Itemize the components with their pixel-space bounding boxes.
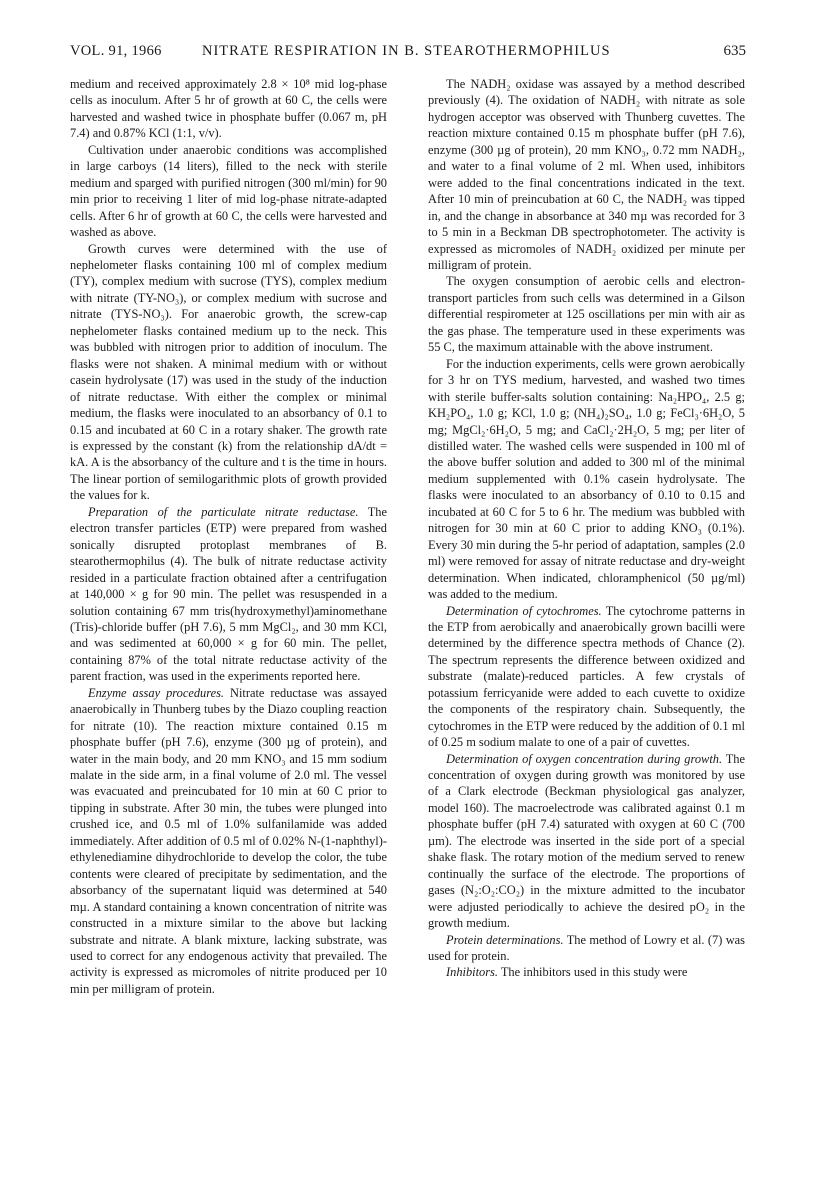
section-paragraph — [428, 751, 745, 932]
paragraph-text: Nitrate reductase was assayed anaerobically in Thunberg tubes by the Diazo coupling reaction for nitrate (10). The reaction mixture contained 0.15 m phosphate buffer (pH 7.6), enzyme (300 µg of protein), and water in the main body, and 20 mm KNO₃ and 15 mm sodium malate in the side arm, in a final volume of 2.0 ml. The vessel was evacuated and preincubated for 10 min at 60 C prior to tipping in substrate. After 30 min, the tubes were plunged into crushed ice, and 0.5 ml of 1.0% sulfanilamide was added immediately. After addition of 0.5 ml of 0.02% N-(1-naphthyl)-ethylenediamine dihydrochloride to develop the color, the tube contents were cleared of precipitate by sedimentation, and the absorbancy of the supernatant liquid was determined at 540 mµ. A standard containing a known concentration of nitrite was constructed in a mixture similar to the above but lacking substrate and nitrate. A blank mixture, lacking substrate, was used to correct for any endogenous activity that prevailed. The activity is expressed as micromoles of nitrite produced per 10 min per milligram of protein. — [70, 685, 388, 996]
section-heading: Preparation of the particulate nitrate reductase. — [88, 504, 359, 519]
paragraph-text: The inhibitors used in this study were — [500, 965, 688, 980]
section-heading: Determination of cytochromes. — [446, 603, 602, 618]
paragraph-text: The electron transfer particles (ETP) were prepared from washed sonically disrupted protoplast membranes of B. stearothermophilus (4). The bulk of nitrate reductase activity resided in a particulate fraction obtained after a centrifugation at 140,000 × g for 90 min. The pellet was resuspended in a solution containing 67 mm tris(hydroxymethyl)aminomethane (Tris)-chloride buffer (pH 7.6), 5 mm MgCl₂, and 30 mm KCl, and was sedimented at 60,000 × g for 60 min. The pellet, containing 87% of the total nitrate reductase activity of the parent fraction, was used in the experiments reported here. — [70, 504, 387, 684]
paragraph: Cultivation under anaerobic conditions was accomplished in large carboys (14 liters), filled to the neck with sterile medium and sparged with purified nitrogen (300 ml/min) for 90 min prior to receiving 1 liter of mid log-phase nitrate-adapted cells. After 6 hr of growth at 60 C, the cells were harvested and washed as above. — [70, 142, 387, 240]
paragraph-text: The concentration of oxygen during growth was monitored by use of a Clark electrode (Beckman physiological gas analyzer, model 160). The macroelectrode was calibrated against 0.1 m phosphate buffer (pH 7.4) saturated with oxygen at 60 C (700 µm). The electrode was inserted in the side port of a special shake flask. The rotary motion of the medium served to renew continually the surface of the electrode. The proportions of gases (N₂:O₂:CO₂) in the mixture admitted to the incubator were adjusted periodically to achieve the desired pO₂ in the growth medium. — [428, 751, 745, 931]
left-column — [70, 76, 387, 997]
paragraph: The oxygen consumption of aerobic cells and electron-transport particles from such cells was determined in a Gilson differential respirometer at 125 oscillations per min with air as the gas phase. The temperature used in these experiments was 55 C, the maximum attainable with the above instrument. — [428, 274, 745, 355]
paragraph: Growth curves were determined with the use of nephelometer flasks containing 100 ml of complex medium (TY), complex medium with sucrose (TYS), complex medium with nitrate (TY-NO₃), or complex medium with sucrose and nitrate (TYS-NO₃). For anaerobic growth, the screw-cap nephelometer flasks contained medium up to the neck. This was bubbled with nitrogen prior to addition of inoculum. The flasks were not shaken. A minimal medium with or without casein hydrolysate (17) was used in the study of the induction of nitrate reductase. With either the complex or minimal medium, the flasks were inoculated to an absorbancy of 0.1 to 0.15 and incubated at 60 C in a rotary shaker. The growth rate is expressed by the constant (k) from the relationship dA/dt = kA. A is the absorbancy of the culture and t is the time in hours. The linear portion of semilogarithmic plots of growth provided the values for k. — [70, 241, 387, 503]
section-heading: Determination of oxygen concentration during growth. — [446, 751, 723, 766]
running-title: NITRATE RESPIRATION IN B. STEAROTHERMOPHILUS — [202, 43, 611, 59]
paragraph-text: The method of Lowry et al. (7) was used for protein. — [428, 932, 746, 964]
running-header — [70, 43, 746, 65]
paragraph: The NADH₂ oxidase was assayed by a method described previously (4). The oxidation of NADH₂ with nitrate as sole hydrogen acceptor was observed with Thunberg cuvettes. The reaction mixture contained 0.15 m phosphate buffer (pH 7.6), enzyme (300 µg of protein), 20 mm KNO₃, 0.72 mm NADH₂, and water to a final volume of 2 ml. When used, inhibitors were added to the final concentrations indicated in the text. After 10 min of preincubation at 60 C, the NADH₂ was tipped in, and the change in absorbance at 340 mµ was recorded for 3 to 5 min in a Beckman DB spectrophotometer. The activity is expressed as micromoles of NADH₂ oxidized per minute per milligram of protein. — [428, 77, 745, 272]
section-heading: Protein determinations. — [446, 932, 564, 947]
section-paragraph — [428, 932, 745, 965]
paragraph-text: The cytochrome patterns in the ETP from aerobically and anaerobically grown bacilli were determined by the difference spectra methods of Chance (2). The spectrum represents the difference between oxidized and substrate (malate)-reduced particles. A few crystals of potassium ferricyanide were added to each cuvette to oxidize the components of the respiratory chain. Subsequently, the cytochromes in the ETP were reduced by the addition of 0.1 ml of 0.25 m sodium malate to one of a pair of cuvettes. — [428, 603, 746, 750]
section-paragraph — [428, 964, 745, 980]
section-paragraph — [70, 685, 387, 998]
journal-volume: VOL. 91, 1966 — [70, 43, 162, 59]
paragraph: medium and received approximately 2.8 × 10⁸ mid log-phase cells as inoculum. After 5 hr of growth at 60 C, the cells were harvested and washed twice in phosphate buffer (0.067 m, pH 7.4) and 0.87% KCl (1:1, v/v). — [70, 77, 387, 141]
section-heading: Inhibitors. — [446, 965, 498, 980]
section-paragraph — [428, 603, 745, 751]
page-number: 635 — [723, 43, 746, 59]
paragraph: For the induction experiments, cells were grown aerobically for 3 hr on TYS medium, harvested, and washed two times with sterile buffer-salts solution containing: Na₂HPO₄, 2.5 g; KH₂PO₄, 1.0 g; KCl, 1.0 g; (NH₄)₂SO₄, 1.0 g; FeCl₃·6H₂O, 5 mg; MgCl₂·6H₂O, 5 mg; and CaCl₂·2H₂O, 5 mg; per liter of distilled water. The washed cells were suspended in 100 ml of the above buffer solution and added to 300 ml of the minimal medium supplemented with 0.1% casein hydrolysate. The flasks were inoculated to an absorbancy of 0.10 to 0.15 and incubated at 60 C for 5 to 6 hr. The medium was bubbled with nitrogen for 30 min at 60 C prior to adding KNO₃ (0.1%). Every 30 min during the 5-hr period of adaptation, samples (2.0 ml) were removed for assay of nitrate reductase and dry-weight determination. When indicated, chloramphenicol (50 µg/ml) was added to the medium. — [428, 356, 745, 602]
right-column — [428, 76, 745, 981]
section-heading: Enzyme assay procedures. — [88, 685, 224, 700]
section-paragraph — [70, 504, 387, 685]
